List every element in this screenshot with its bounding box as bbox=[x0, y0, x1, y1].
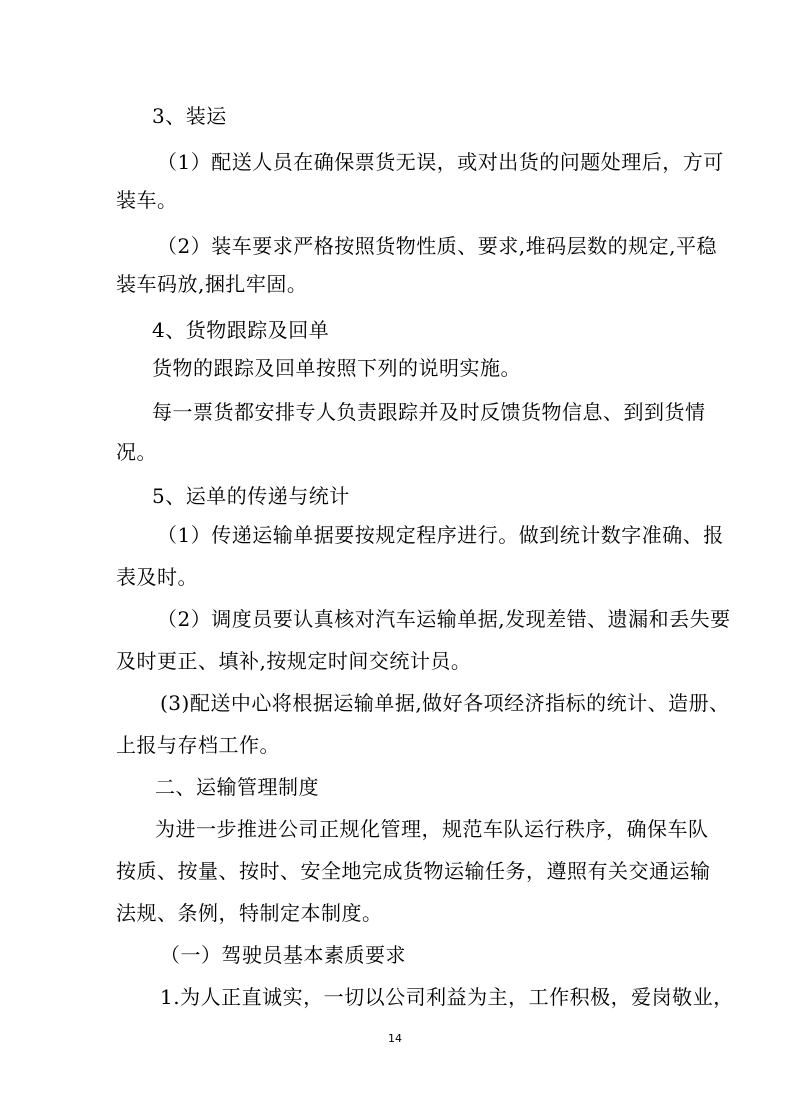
paragraph-line: (3)配送中心将根据运输单据,做好各项经济指标的统计、造册、 bbox=[160, 691, 730, 715]
page-number: 14 bbox=[388, 1032, 402, 1045]
paragraph-line: 每一票货都安排专人负责跟踪并及时反馈货物信息、到到货情 bbox=[152, 400, 706, 424]
paragraph-line: 1.为人正直诚实，一切以公司利益为主，工作积极，爱岗敬业， bbox=[160, 985, 734, 1009]
paragraph-line: 为进一步推进公司正规化管理，规范车队运行秩序，确保车队 bbox=[155, 817, 709, 841]
subsection-heading-driver-requirements: （一）驾驶员基本素质要求 bbox=[160, 943, 406, 967]
section-heading-loading: 3、装运 bbox=[152, 104, 227, 128]
paragraph-line: 上报与存档工作。 bbox=[116, 733, 280, 757]
paragraph-line: 装车。 bbox=[116, 188, 178, 212]
paragraph-line: 法规、条例，特制定本制度。 bbox=[116, 901, 383, 925]
paragraph-line: 货物的跟踪及回单按照下列的说明实施。 bbox=[152, 356, 521, 380]
paragraph-line: （1）传递运输单据要按规定程序进行。做到统计数字准确、报 bbox=[157, 523, 724, 547]
section-heading-tracking: 4、货物跟踪及回单 bbox=[152, 318, 330, 342]
section-heading-waybill: 5、运单的传递与统计 bbox=[152, 484, 350, 508]
paragraph-line: 及时更正、填补,按规定时间交统计员。 bbox=[116, 649, 472, 673]
paragraph-line: （2）装车要求严格按照货物性质、要求,堆码层数的规定,平稳 bbox=[157, 234, 717, 258]
paragraph-line: 况。 bbox=[116, 440, 157, 464]
paragraph-line: 表及时。 bbox=[116, 565, 198, 589]
section-heading-transport-management: 二、运输管理制度 bbox=[155, 775, 319, 799]
paragraph-line: （2）调度员要认真核对汽车运输单据,发现差错、遗漏和丢失要 bbox=[157, 607, 731, 631]
paragraph-line: 装车码放,捆扎牢固。 bbox=[116, 272, 308, 296]
paragraph-line: 按质、按量、按时、安全地完成货物运输任务，遵照有关交通运输 bbox=[116, 859, 711, 883]
paragraph-line: （1）配送人员在确保票货无误，或对出货的问题处理后，方可 bbox=[157, 150, 724, 174]
